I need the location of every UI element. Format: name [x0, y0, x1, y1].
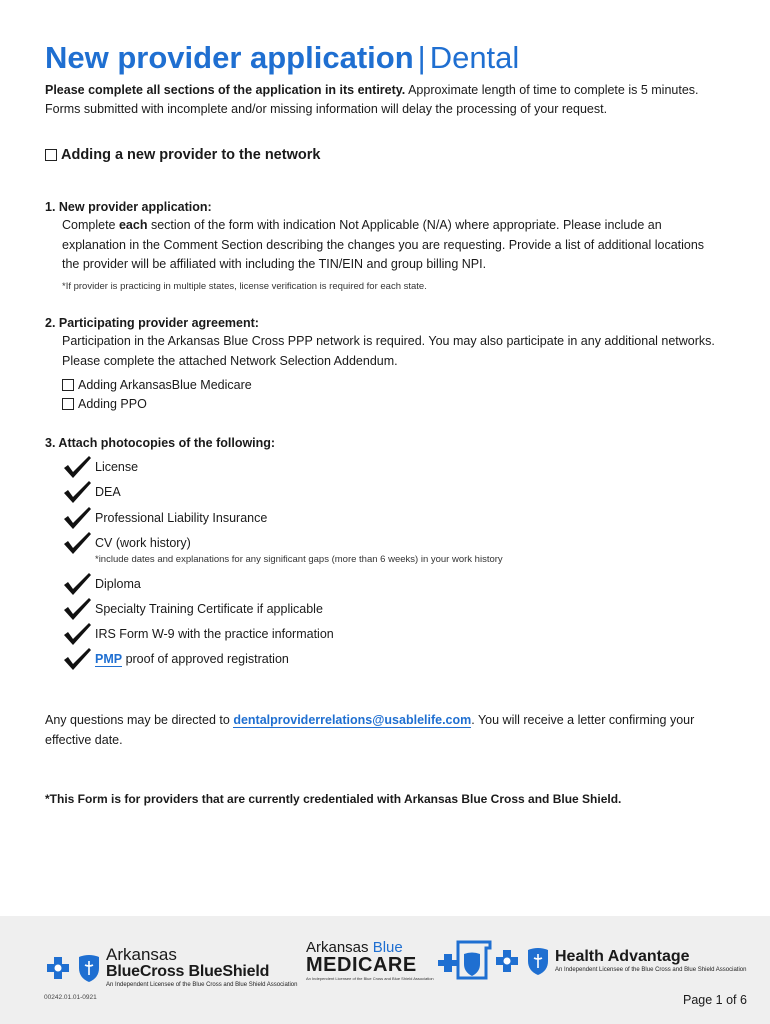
page-title: New provider application | Dental	[45, 40, 520, 75]
checkmark-icon	[62, 455, 92, 479]
checklist-item	[62, 506, 267, 530]
logo1-line3: An Independent Licensee of the Blue Cross and Blue Shield Association	[106, 982, 298, 988]
checkmark-icon	[62, 647, 92, 671]
item1-body: Complete each section of the form with indication Not Applicable (N/A) where appropriate. Please include an explanation in the Comment Section describing the changes you are requesting. Provide a list of additional locations the provider will be affiliated with including the TIN/EIN and group billing NPI.	[62, 218, 705, 271]
arkansas-bcbs-logo	[44, 946, 297, 989]
checklist-label: Diploma	[95, 577, 141, 591]
checklist-item	[62, 647, 289, 671]
checkmark-icon	[62, 597, 92, 621]
logo2-line2: MEDICARE	[306, 953, 417, 976]
logo1-line2: BlueCross BlueShield	[106, 963, 270, 980]
blue-cross-icon	[493, 946, 525, 976]
questions-text: Any questions may be directed to dentalproviderrelations@usablelife.com. You will receive a letter confirming your effective date.	[45, 713, 695, 747]
checklist-item	[62, 531, 191, 555]
blue-shield-icon	[525, 946, 551, 976]
pmp-link[interactable]: PMP	[95, 652, 123, 666]
health-advantage-logo	[493, 946, 746, 976]
ppo-checkbox[interactable]	[62, 398, 74, 410]
email-link[interactable]: dentalproviderrelations@usablelife.com	[233, 713, 472, 727]
checklist-item	[62, 622, 334, 646]
checklist-item	[62, 572, 141, 596]
logo1-line1: Arkansas	[106, 945, 177, 964]
checklist-label: DEA	[95, 485, 121, 499]
checkmark-icon	[62, 622, 92, 646]
checklist-label: License	[95, 460, 139, 474]
item2-title: 2. Participating provider agreement:	[45, 316, 259, 330]
option-ppo-label: Adding PPO	[78, 397, 147, 411]
checkmark-icon	[62, 480, 92, 504]
blue-cross-icon	[44, 953, 76, 983]
option-medicare-label: Adding ArkansasBlue Medicare	[78, 378, 252, 392]
checklist-label: IRS Form W-9 with the practice information	[95, 627, 334, 641]
arkansas-state-icon	[434, 938, 494, 982]
checklist-item	[62, 597, 323, 621]
form-code: 00242.01.01-0921	[44, 994, 97, 1001]
disclaimer: *This Form is for providers that are currently credentialed with Arkansas Blue Cross and Blue Shield.	[45, 792, 622, 806]
cv-note: *include dates and explanations for any significant gaps (more than 6 weeks) in your work history	[95, 554, 503, 565]
logo2-line1: Arkansas Blue	[306, 938, 403, 956]
item3-title: 3. Attach photocopies of the following:	[45, 436, 276, 450]
checklist-item	[62, 455, 138, 479]
item2-body: Participation in the Arkansas Blue Cross PPP network is required. You may also participate in any additional networks. Please complete the attached Network Selection Addendum.	[62, 334, 715, 368]
medicare-checkbox[interactable]	[62, 379, 74, 391]
blue-shield-icon	[76, 953, 102, 983]
logo3-line1: Health Advantage	[555, 948, 690, 965]
logo3-line2: An Independent Licensee of the Blue Cross and Blue Shield Association	[555, 967, 747, 973]
checklist-label: Professional Liability Insurance	[95, 511, 268, 525]
checkmark-icon	[62, 531, 92, 555]
intro-text: Please complete all sections of the application in its entirety. Approximate length of time to complete is 5 minutes. Forms submitted with incomplete and/or missing information will delay the processing of your request.	[45, 83, 699, 116]
arkansas-blue-medicare-logo	[306, 938, 494, 982]
section-heading-label: Adding a new provider to the network	[61, 147, 321, 163]
new-provider-checkbox[interactable]	[45, 149, 57, 161]
page-number: Page 1 of 6	[683, 993, 747, 1007]
option-ppo[interactable]	[62, 397, 147, 411]
item1-note: *If provider is practicing in multiple states, license verification is required for each state.	[62, 281, 427, 292]
checkmark-icon	[62, 506, 92, 530]
checklist-item	[62, 480, 121, 504]
checklist-label: PMP proof of approved registration	[95, 652, 289, 666]
section-heading	[45, 147, 320, 163]
option-medicare[interactable]	[62, 378, 252, 392]
checkmark-icon	[62, 572, 92, 596]
item1-title: 1. New provider application:	[45, 200, 212, 214]
logo2-line3: An Independent Licensee of the Blue Cross and Blue Shield Association	[306, 975, 434, 981]
checklist-label: CV (work history)	[95, 536, 191, 550]
checklist-label: Specialty Training Certificate if applicable	[95, 602, 323, 616]
